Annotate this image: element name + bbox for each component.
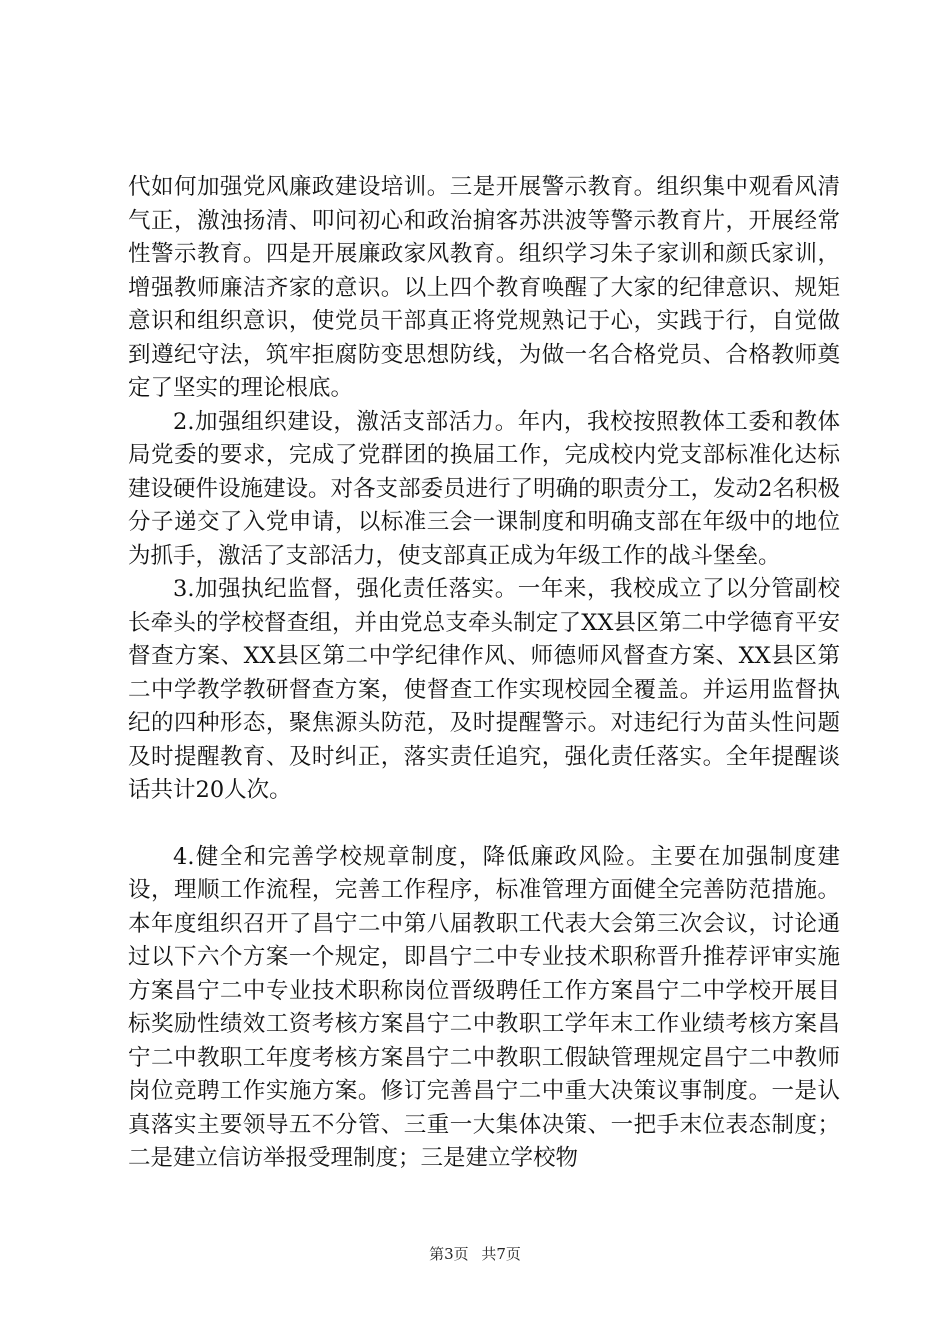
paragraph-item-2: 2.加强组织建设，激活支部活力。年内，我校按照教体工委和教体局党委的要求，完成了党群团的换届工作，完成校内党支部标准化达标建设硬件设施建设。对各支部委员进行了明确的职责分工，发动2名积极分子递交了入党申请，以标准三会一课制度和明确支部在年级中的地位为抓手，激活了支部活力，使支部真正成为年级工作的战斗堡垒。 [128, 408, 840, 569]
page-number: 第3页 [429, 1245, 469, 1263]
document-body [128, 171, 840, 1176]
paragraph-item-3: 3.加强执纪监督，强化责任落实。一年来，我校成立了以分管副校长牵头的学校督查组，并由党总支牵头制定了XX县区第二中学德育平安督查方案、XX县区第二中学纪律作风、师德师风督查方案、XX县区第二中学教学教研督查方案，使督查工作实现校园全覆盖。并运用监督执纪的四种形态，聚焦源头防范，及时提醒警示。对违纪行为苗头性问题及时提醒教育、及时纠正，落实责任追究，强化责任落实。全年提醒谈话共计20人次。 [128, 576, 840, 803]
paragraph-spacer [128, 808, 840, 841]
page-total: 共7页 [481, 1245, 521, 1263]
paragraph-item-4: 4.健全和完善学校规章制度，降低廉政风险。主要在加强制度建设，理顺工作流程，完善工作程序，标准管理方面健全完善防范措施。本年度组织召开了昌宁二中第八届教职工代表大会第三次会议，讨论通过以下六个方案一个规定，即昌宁二中专业技术职称晋升推荐评审实施方案昌宁二中专业技术职称岗位晋级聘任工作方案昌宁二中学校开展目标奖励性绩效工资考核方案昌宁二中教职工学年末工作业绩考核方案昌宁二中教职工年度考核方案昌宁二中教职工假缺管理规定昌宁二中教师岗位竞聘工作实施方案。修订完善昌宁二中重大决策议事制度。一是认真落实主要领导五不分管、三重一大集体决策、一把手末位表态制度；二是建立信访举报受理制度；三是建立学校物 [128, 843, 840, 1171]
page-footer [0, 1244, 950, 1264]
paragraph-continuation: 代如何加强党风廉政建设培训。三是开展警示教育。组织集中观看风清气正，激浊扬清、叩问初心和政治掮客苏洪波等警示教育片，开展经常性警示教育。四是开展廉政家风教育。组织学习朱子家训和颜氏家训，增强教师廉洁齐家的意识。以上四个教育唤醒了大家的纪律意识、规矩意识和组织意识，使党员干部真正将党规熟记于心，实践于行，自觉做到遵纪守法，筑牢拒腐防变思想防线，为做一名合格党员、合格教师奠定了坚实的理论根底。 [128, 174, 840, 401]
